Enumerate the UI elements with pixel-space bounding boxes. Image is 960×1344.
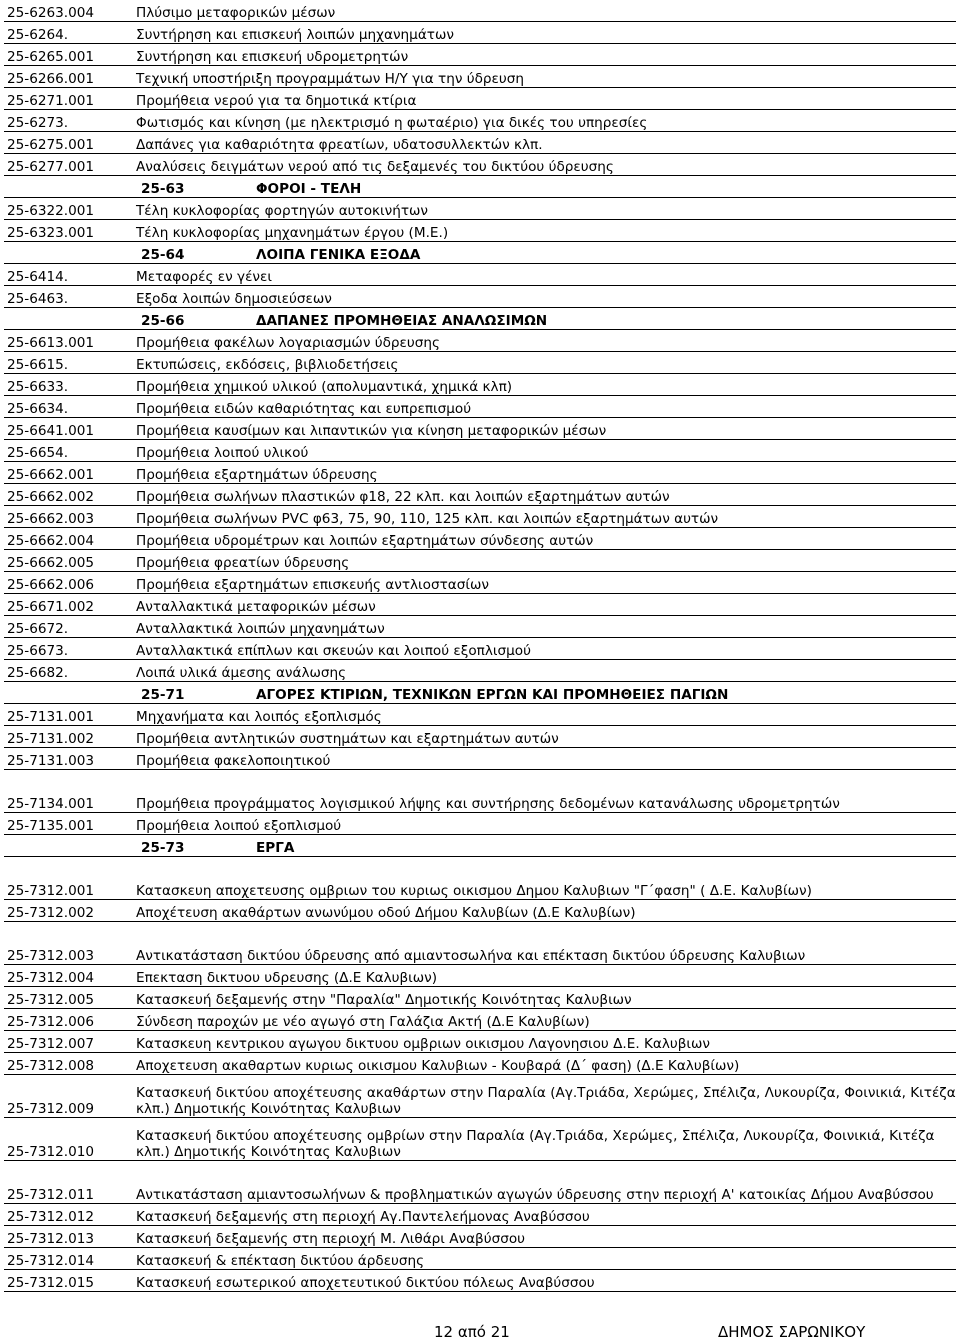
section-title: ΑΓΟΡΕΣ ΚΤΙΡΙΩΝ, ΤΕΧΝΙΚΩΝ ΕΡΓΩΝ ΚΑΙ ΠΡΟΜΗΘΕΙΕΣ ΠΑΓΙΩΝ [256,687,729,703]
account-code: 25-6633. [4,374,133,396]
account-code: 25-6671.002 [4,594,133,616]
account-description: Εξοδα λοιπών δημοσιεύσεων [133,286,956,308]
account-code: 25-7312.008 [4,1053,133,1075]
section-title: ΔΑΠΑΝΕΣ ΠΡΟΜΗΘΕΙΑΣ ΑΝΑΛΩΣΙΜΩΝ [256,313,548,329]
table-row [4,352,956,374]
table-row [4,374,956,396]
account-description: Προμήθεια λοιπού εξοπλισμού [133,813,956,835]
table-row [4,965,956,987]
account-description: Κατασκευή δικτύου αποχέτευσης ομβρίων στην Παραλία (Αγ.Τριάδα, Χερώμες, Σπέλιζα, Λυκουρίζα, Φοινικιά, Κιτέζα κλπ.) Δημοτικής Κοινότητας Καλυβιων [133,1118,956,1161]
table-row [4,506,956,528]
account-code: 25-7135.001 [4,813,133,835]
budget-table [4,0,956,1292]
table-row [4,1075,956,1118]
account-description: Λοιπά υλικά άμεσης ανάλωσης [133,660,956,682]
account-description: Προμήθεια φακέλων λογαριασμών ύδρευσης [133,330,956,352]
account-code: 25-6641.001 [4,418,133,440]
account-code: 25-7312.013 [4,1226,133,1248]
section-title: ΛΟΙΠΑ ΓΕΝΙΚΑ ΕΞΟΔΑ [256,247,421,263]
section-code: 25-73 [141,840,185,856]
table-row [4,1031,956,1053]
account-description: Κατασκευή δεξαμενής στην "Παραλία" Δημοτικής Κοινότητας Καλυβιων [133,987,956,1009]
table-row [4,286,956,308]
section-code: 25-71 [141,687,185,703]
section-header-row [4,682,956,704]
account-code: 25-6275.001 [4,132,133,154]
account-description: Προμήθεια ειδών καθαριότητας και ευπρεπισμού [133,396,956,418]
table-row [4,440,956,462]
table-row [4,726,956,748]
account-code: 25-6322.001 [4,198,133,220]
account-description: Αντικατάσταση δικτύου ύδρευσης από αμιαντοσωλήνα και επέκταση δικτύου ύδρευσης Καλυβιων [133,922,956,965]
account-code: 25-7312.011 [4,1161,133,1204]
account-code: 25-6277.001 [4,154,133,176]
account-code: 25-7312.004 [4,965,133,987]
account-code: 25-6662.001 [4,462,133,484]
table-row [4,572,956,594]
table-row [4,660,956,682]
table-row [4,987,956,1009]
section-header-cell [133,682,956,704]
account-code: 25-6273. [4,110,133,132]
section-code: 25-66 [141,313,185,329]
account-description: Αποχέτευση ακαθάρτων ανωνύμου οδού Δήμου Καλυβίων (Δ.Ε Καλυβίων) [133,900,956,922]
table-row [4,748,956,770]
budget-table-body [4,0,956,1292]
table-row [4,1009,956,1031]
account-description: Μηχανήματα και λοιπός εξοπλισμός [133,704,956,726]
account-description: Προμήθεια εξαρτημάτων επισκευής αντλιοστασίων [133,572,956,594]
table-row [4,220,956,242]
account-code: 25-6662.005 [4,550,133,572]
account-description: Αναλύσεις δειγμάτων νερού από τις δεξαμενές του δικτύου ύδρευσης [133,154,956,176]
table-row [4,66,956,88]
account-description: Σύνδεση παροχών με νέο αγωγό στη Γαλάζια Ακτή (Δ.Ε Καλυβίων) [133,1009,956,1031]
account-code: 25-7312.001 [4,857,133,900]
section-header-cell [133,242,956,264]
table-row [4,857,956,900]
table-row [4,198,956,220]
account-description: Τέλη κυκλοφορίας φορτηγών αυτοκινήτων [133,198,956,220]
table-row [4,528,956,550]
table-row [4,1226,956,1248]
table-row [4,704,956,726]
account-code: 25-6613.001 [4,330,133,352]
account-code: 25-7312.010 [4,1118,133,1161]
table-row [4,813,956,835]
table-row [4,616,956,638]
section-header-spacer [4,242,133,264]
account-description: Δαπάνες για καθαριότητα φρεατίων, υδατοσυλλεκτών κλπ. [133,132,956,154]
account-description: Ανταλλακτικά λοιπών μηχανημάτων [133,616,956,638]
table-row [4,1053,956,1075]
account-code: 25-7312.015 [4,1270,133,1292]
account-description: Τεχνική υποστήριξη προγραμμάτων Η/Υ για την ύδρευση [133,66,956,88]
section-title: ΕΡΓΑ [256,840,295,856]
account-code: 25-7131.001 [4,704,133,726]
budget-sheet [4,0,956,1292]
account-code: 25-6662.002 [4,484,133,506]
account-code: 25-7131.003 [4,748,133,770]
account-description: Προμήθεια αντλητικών συστημάτων και εξαρτημάτων αυτών [133,726,956,748]
account-description: Ανταλλακτικά επίπλων και σκευών και λοιπού εξοπλισμού [133,638,956,660]
table-row [4,1248,956,1270]
account-description: Τέλη κυκλοφορίας μηχανημάτων έργου (Μ.Ε.) [133,220,956,242]
table-row [4,110,956,132]
account-description: Προμήθεια σωλήνων PVC φ63, 75, 90, 110, 125 κλπ. και λοιπών εξαρτημάτων αυτών [133,506,956,528]
account-description: Προμήθεια νερού για τα δημοτικά κτίρια [133,88,956,110]
section-title: ΦΟΡΟΙ - ΤΕΛΗ [256,181,362,197]
table-row [4,154,956,176]
table-row [4,1270,956,1292]
account-code: 25-6266.001 [4,66,133,88]
account-code: 25-6264. [4,22,133,44]
table-row [4,396,956,418]
account-description: Προμήθεια καυσίμων και λιπαντικών για κίνηση μεταφορικών μέσων [133,418,956,440]
account-code: 25-6673. [4,638,133,660]
account-code: 25-6263.004 [4,0,133,22]
section-header-row [4,835,956,857]
table-row [4,922,956,965]
section-header-row [4,308,956,330]
section-code: 25-63 [141,181,185,197]
account-description: Προμήθεια χημικού υλικού (απολυμαντικά, χημικά κλπ) [133,374,956,396]
account-code: 25-6463. [4,286,133,308]
table-row [4,1204,956,1226]
account-description: Κατασκευη κεντρικου αγωγου δικτυου ομβριων οικισμου Λαγονησιου Δ.Ε. Καλυβιων [133,1031,956,1053]
account-code: 25-6662.003 [4,506,133,528]
account-description: Προμήθεια λοιπού υλικού [133,440,956,462]
account-description: Φωτισμός και κίνηση (με ηλεκτρισμό η φωταέριο) για δικές του υπηρεσίες [133,110,956,132]
page-footer [0,1323,960,1341]
account-code: 25-7312.005 [4,987,133,1009]
account-code: 25-7312.009 [4,1075,133,1118]
section-header-row [4,176,956,198]
table-row [4,484,956,506]
account-description: Κατασκευή δεξαμενής στη περιοχή Μ. Λιθάρι Αναβύσσου [133,1226,956,1248]
account-code: 25-6672. [4,616,133,638]
account-code: 25-6654. [4,440,133,462]
account-description: Προμήθεια φακελοποιητικού [133,748,956,770]
table-row [4,418,956,440]
section-header-cell [133,176,956,198]
table-row [4,1161,956,1204]
account-code: 25-7134.001 [4,770,133,813]
table-row [4,550,956,572]
table-row [4,44,956,66]
table-row [4,0,956,22]
account-description: Προμήθεια προγράμματος λογισμικού λήψης και συντήρησης δεδομένων κατανάλωσης υδρομετρητών [133,770,956,813]
table-row [4,1118,956,1161]
account-code: 25-6265.001 [4,44,133,66]
account-description: Προμήθεια υδρομέτρων και λοιπών εξαρτημάτων σύνδεσης αυτών [133,528,956,550]
table-row [4,22,956,44]
municipality-name: ΔΗΜΟΣ ΣΑΡΩΝΙΚΟΥ [718,1323,866,1341]
account-description: Αντικατάσταση αμιαντοσωλήνων & προβληματικών αγωγών ύδρευσης στην περιοχή Α' κατοικίας Δήμου Αναβύσσου [133,1161,956,1204]
account-code: 25-7312.012 [4,1204,133,1226]
account-description: Αποχετευση ακαθαρτων κυριως οικισμου Καλυβιων - Κουβαρά (Δ΄ φαση) (Δ.Ε Καλυβίων) [133,1053,956,1075]
table-row [4,88,956,110]
section-header-row [4,242,956,264]
table-row [4,900,956,922]
table-row [4,638,956,660]
account-code: 25-7312.002 [4,900,133,922]
account-description: Συντήρηση και επισκευή λοιπών μηχανημάτων [133,22,956,44]
account-description: Επεκταση δικτυου υδρευσης (Δ.Ε Καλυβιων) [133,965,956,987]
section-header-cell [133,308,956,330]
table-row [4,594,956,616]
account-description: Κατασκευή εσωτερικού αποχετευτικού δικτύου πόλεως Αναβύσσου [133,1270,956,1292]
section-code: 25-64 [141,247,185,263]
table-row [4,132,956,154]
account-description: Κατασκευή δικτύου αποχέτευσης ακαθάρτων στην Παραλία (Αγ.Τριάδα, Χερώμες, Σπέλιζα, Λυκουρίζα, Φοινικιά, Κιτέζα κλπ.) Δημοτικής Κοινότητας Καλυβιων [133,1075,956,1118]
account-code: 25-6615. [4,352,133,374]
account-description: Προμήθεια σωλήνων πλαστικών φ18, 22 κλπ. και λοιπών εξαρτημάτων αυτών [133,484,956,506]
account-code: 25-6662.004 [4,528,133,550]
section-header-cell [133,835,956,857]
account-description: Ανταλλακτικά μεταφορικών μέσων [133,594,956,616]
account-description: Προμήθεια εξαρτημάτων ύδρευσης [133,462,956,484]
account-description: Κατασκευη αποχετευσης ομβριων του κυριως οικισμου Δημου Καλυβιων "Γ΄φαση" ( Δ.Ε. Καλυβίων) [133,857,956,900]
account-code: 25-7312.007 [4,1031,133,1053]
account-description: Κατασκευή & επέκταση δικτύου άρδευσης [133,1248,956,1270]
account-code: 25-6323.001 [4,220,133,242]
account-code: 25-6634. [4,396,133,418]
table-row [4,264,956,286]
table-row [4,462,956,484]
table-row [4,330,956,352]
account-code: 25-6682. [4,660,133,682]
account-description: Κατασκευή δεξαμενής στη περιοχή Αγ.Παντελεήμονας Αναβύσσου [133,1204,956,1226]
account-description: Συντήρηση και επισκευή υδρομετρητών [133,44,956,66]
account-code: 25-6414. [4,264,133,286]
section-header-spacer [4,835,133,857]
account-description: Προμήθεια φρεατίων ύδρευσης [133,550,956,572]
account-description: Πλύσιμο μεταφορικών μέσων [133,0,956,22]
account-description: Εκτυπώσεις, εκδόσεις, βιβλιοδετήσεις [133,352,956,374]
account-code: 25-6662.006 [4,572,133,594]
section-header-spacer [4,682,133,704]
account-code: 25-7131.002 [4,726,133,748]
account-code: 25-7312.003 [4,922,133,965]
account-code: 25-7312.014 [4,1248,133,1270]
account-description: Μεταφορές εν γένει [133,264,956,286]
account-code: 25-6271.001 [4,88,133,110]
section-header-spacer [4,176,133,198]
table-row [4,770,956,813]
section-header-spacer [4,308,133,330]
page-number: 12 από 21 [434,1323,510,1341]
account-code: 25-7312.006 [4,1009,133,1031]
